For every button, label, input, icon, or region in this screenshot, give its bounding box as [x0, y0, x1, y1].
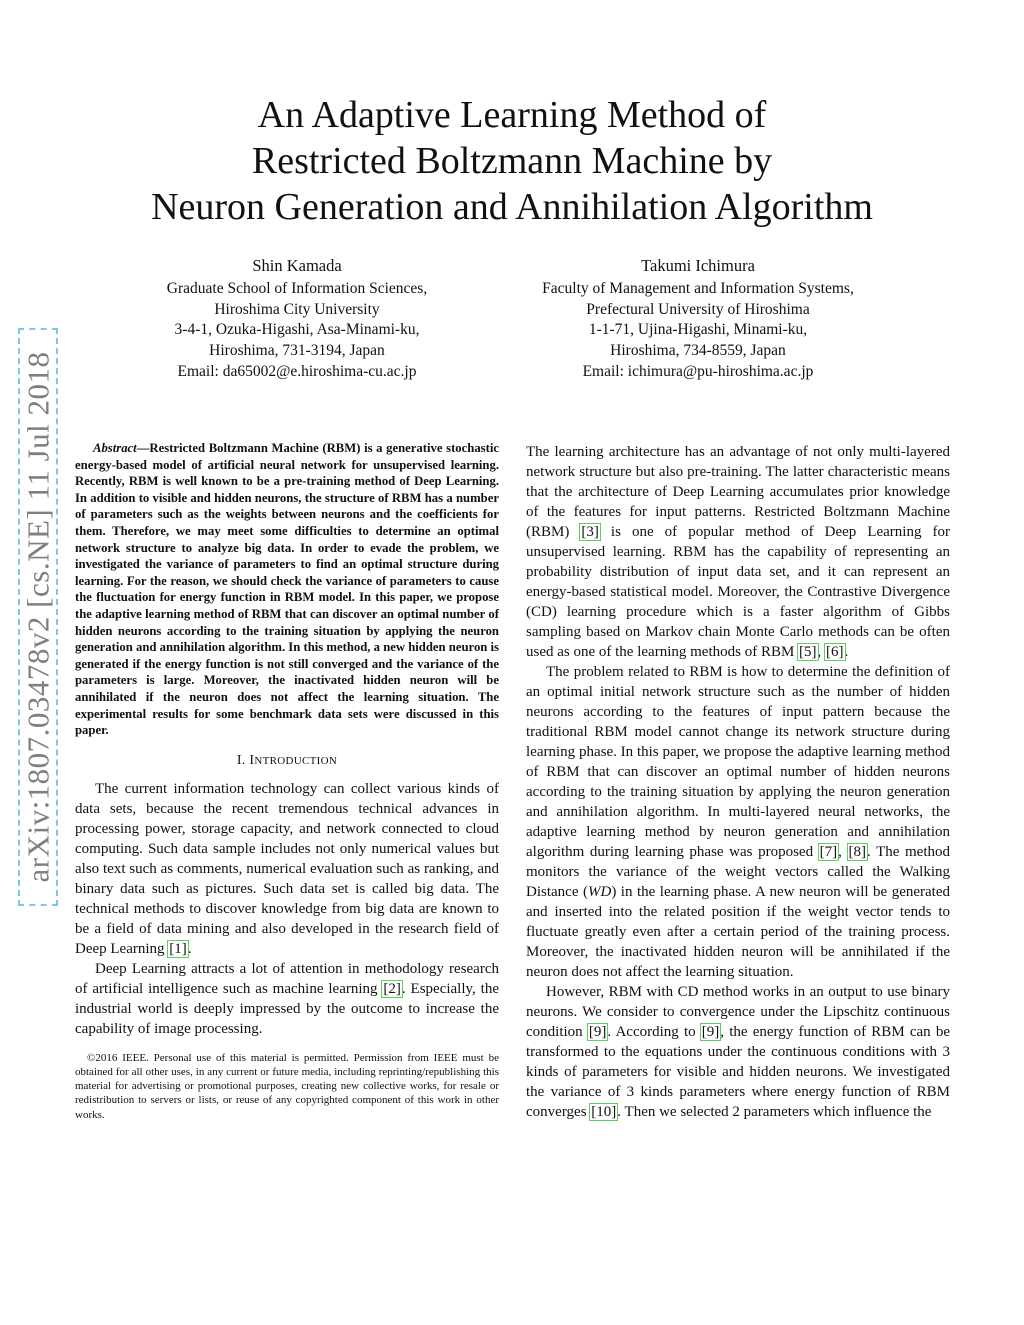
abstract-label: Abstract [93, 441, 137, 455]
citation-link[interactable]: [1] [169, 940, 187, 957]
citation-link[interactable]: [5] [799, 644, 817, 660]
author-email[interactable]: Email: ichimura@pu-hiroshima.ac.jp [582, 362, 814, 380]
arxiv-stamp [18, 328, 58, 906]
author-address: 1-1-71, Ujina-Higashi, Minami-ku, [588, 321, 808, 339]
author-block-ichimura [488, 256, 908, 383]
paragraph-text: The current information technology can collect various kinds of data sets, because the recent tremendous technical advances in processing power, storage capacity, and network connected to cloud computing. Such data sample includes not only numerical values but also text such as comments, numerical evaluation such as ranking, and binary data such as pictures. Such data set is called big data. The technical methods to discover knowledge from big data are known to be a field of data mining and also developed in the research field of Deep Learning [75, 780, 499, 957]
citation-link[interactable]: [3] [581, 524, 599, 540]
author-block-kamada [87, 256, 507, 383]
author-affiliation: Faculty of Management and Information Systems, [542, 279, 854, 297]
intro-paragraph-1 [75, 779, 499, 959]
author-affiliation: Graduate School of Information Sciences, [166, 279, 428, 297]
citation-link[interactable]: [8] [848, 844, 867, 860]
paragraph-text: . The method monitors the variance of the weight vectors called the Walking Distance ( [526, 844, 950, 900]
author-email[interactable]: Email: da65002@e.hiroshima-cu.ac.jp [177, 362, 417, 380]
author-affiliation: Hiroshima City University [214, 300, 380, 318]
title-line: Neuron Generation and Annihilation Algorithm [151, 186, 873, 228]
title-line: Restricted Boltzmann Machine by [251, 140, 773, 182]
paragraph-text: However, RBM with CD method works in an output to use binary neurons. We consider to convergence under the Lipschitz continuous condition [526, 984, 950, 1040]
arxiv-id[interactable]: arXiv:1807.03478v2 [cs.NE] 11 Jul 2018 [20, 351, 56, 883]
citation-link[interactable]: [7] [819, 844, 838, 860]
paragraph-text: . Especially, the industrial world is deeply impressed by the outcome to increase the capability of image processing. [75, 980, 500, 1037]
citation-link[interactable]: [9] [588, 1024, 607, 1040]
paragraph-text: . [187, 940, 192, 957]
abstract-text: —Restricted Boltzmann Machine (RBM) is a generative stochastic energy-based model of artificial neural network for unsupervised learning. Recently, RBM is well known to be a pre-training method of Deep Learning. In addition to visible and hidden neurons, the structure of RBM has a number of parameters such as the weights between neurons and the coefficients for them. Therefore, we may meet some difficulties to determine an optimal network structure to analyze big data. In order to evade the problem, we investigated the variance of parameters to find an optimal structure during learning. For the reason, we should check the variance of parameters to cause the fluctuation for energy function in RBM model. In this paper, we propose the adaptive learning method of RBM that can discover an optimal number of hidden neurons according to the training situation by applying the neuron generation and annihilation algorithm. In this method, a new hidden neuron is generated if the energy function is not still converged and the variance of the parameters is large. Moreover, the inactivated hidden neuron will be annihilated if the neuron does not affect the learning situation. The experimental results for some benchmark data sets were discussed in this paper. [75, 441, 499, 738]
copyright-notice: ©2016 IEEE. Personal use of this material is permitted. Permission from IEEE must be obtained for all other uses, in any current or future media, including reprinting/republishing this material for advertising or promotional purposes, creating new collective works, for resale or redistribution to servers or lists, or reuse of any copyrighted component of this work in other works. [75, 1051, 499, 1121]
paragraph-text: . [844, 644, 849, 660]
paragraph-text: Deep Learning attracts a lot of attention in methodology research of artificial intelligence such as machine learning [75, 960, 499, 997]
paragraph-text: The problem related to RBM is how to determine the definition of an optimal initial network structure such as the number of hidden neurons according to the features of input pattern because the traditional RBM model cannot change its network structure during learning phase. In this paper, we propose the adaptive learning method of RBM that can discover an optimal number of hidden neurons according to the training situation by applying the neuron generation and annihilation algorithm. In multi-layered neural networks, the adaptive learning method by neuron generation and annihilation algorithm during learning phase was proposed [526, 664, 950, 860]
author-address: 3-4-1, Ozuka-Higashi, Asa-Minami-ku, [174, 321, 420, 339]
citation-link[interactable]: [6] [826, 644, 844, 660]
intro-paragraph-3 [526, 442, 950, 662]
section-heading-introduction [75, 751, 499, 771]
abstract [75, 440, 499, 739]
intro-paragraph-2 [75, 959, 499, 1039]
author-address: Hiroshima, 731-3194, Japan [209, 342, 385, 360]
section-numeral: I. [236, 752, 246, 768]
paragraph-text: , [817, 644, 826, 660]
paragraph-text: is one of popular method of Deep Learning for unsupervised learning. RBM has the capability of representing an probability distribution of input data set, and it can represent an energy-based statistical model. Moreover, the Contrastive Divergence (CD) learning procedure which is a faster algorithm of Gibbs sampling based on Markov chain Monte Carlo methods can be often used as one of the learning methods of RBM [526, 524, 951, 660]
citation-link[interactable]: [9] [701, 1024, 720, 1040]
paragraph-text: ) in the learning phase. A new neuron will be generated and inserted into the related position if the weight vector tends to fluctuate greatly even after a certain period of the training process. Moreover, the inactivated hidden neuron will be annihilated if the neuron does not affect the learning situation. [526, 884, 950, 980]
paper-title [100, 92, 924, 230]
author-address: Hiroshima, 734-8559, Japan [610, 342, 786, 360]
math-variable-wd: WD [587, 884, 612, 900]
paragraph-text: , [838, 844, 848, 860]
intro-paragraph-4 [526, 662, 950, 982]
paragraph-text: . Then we selected 2 parameters which influence the [617, 1104, 932, 1120]
author-name: Shin Kamada [252, 256, 342, 275]
right-column [526, 442, 950, 1122]
left-column [75, 440, 499, 1133]
paragraph-text: , the energy function of RBM can be transformed to the equations under the continuous conditions with 3 kinds of parameters for visible and hidden neurons. We investigated the variance of 3 kinds parameters where energy function of RBM converges [526, 1024, 950, 1120]
author-name: Takumi Ichimura [641, 256, 755, 275]
paragraph-text: The learning architecture has an advantage of not only multi-layered network structure but also pre-training. The latter characteristic means that the architecture of Deep Learning accumulates prior knowledge of the features for input patterns. Restricted Boltzmann Machine (RBM) [526, 444, 950, 540]
section-title-first: I [249, 752, 255, 768]
title-line: An Adaptive Learning Method of [257, 94, 767, 136]
author-affiliation: Prefectural University of Hiroshima [586, 300, 810, 318]
intro-paragraph-5 [526, 982, 950, 1122]
citation-link[interactable]: [2] [383, 980, 401, 997]
section-title-rest: NTRODUCTION [254, 754, 338, 767]
paragraph-text: . According to [607, 1024, 701, 1040]
citation-link[interactable]: [10] [591, 1104, 617, 1120]
